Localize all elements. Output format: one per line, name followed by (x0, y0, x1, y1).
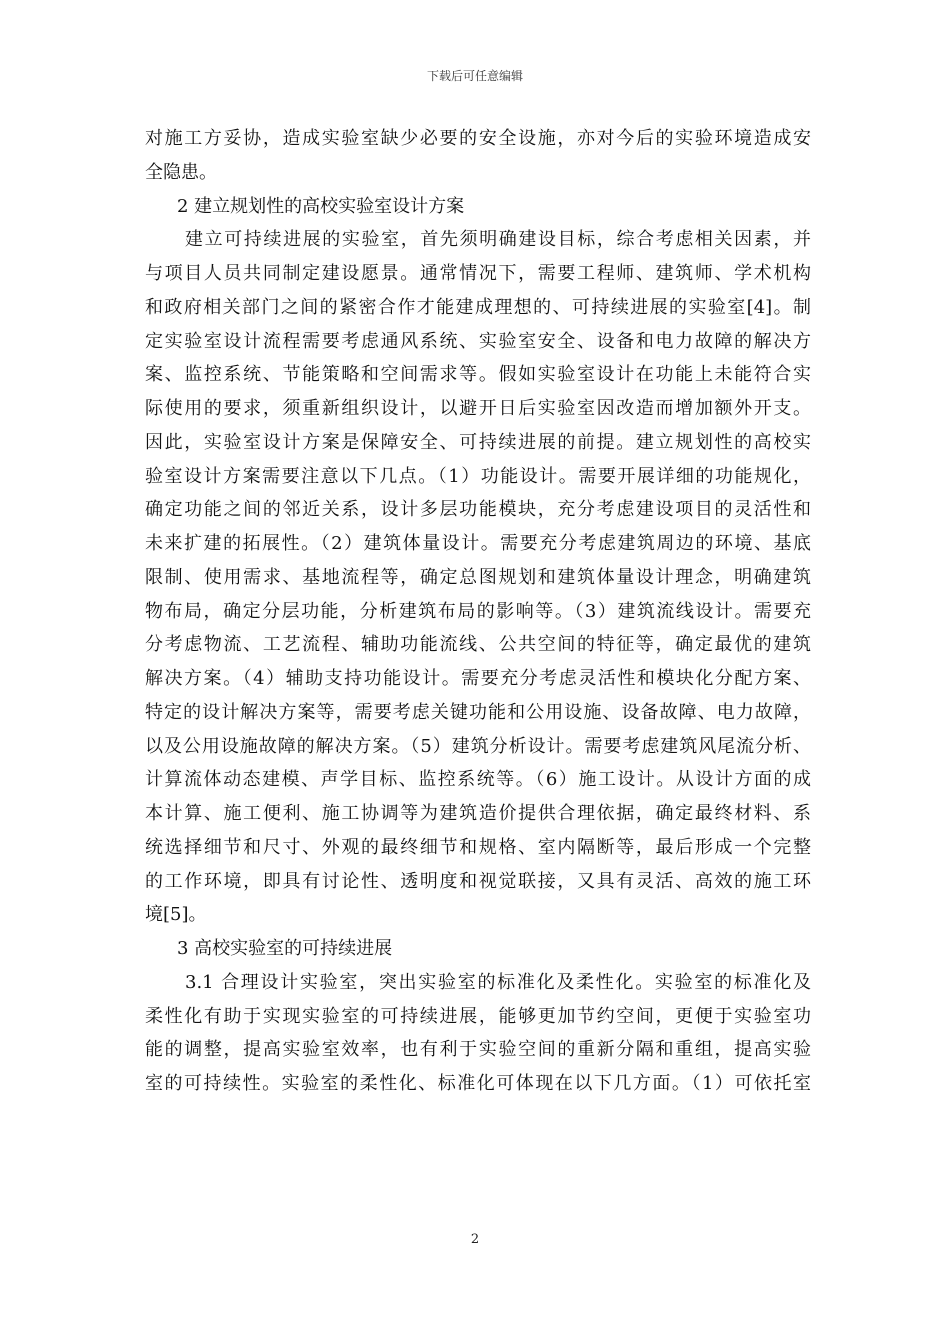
paragraph-line: 全隐患。 (145, 161, 217, 183)
paragraph-line: 未来扩建的拓展性。（2）建筑体量设计。需要充分考虑建筑周边的环境、基底 (145, 533, 811, 554)
paragraph-line: 统选择细节和尺寸、外观的最终细节和规格、室内隔断等，最后形成一个完整 (145, 836, 811, 858)
paragraph-line: 和政府相关部门之间的紧密合作才能建成理想的、可持续进展的实验室[4]。制 (145, 296, 811, 318)
paragraph-line: 分考虑物流、工艺流程、辅助功能流线、公共空间的特征等，确定最优的建筑 (145, 634, 811, 656)
paragraph-line: 际使用的要求，须重新组织设计，以避开日后实验室因改造而增加额外开支。 (145, 398, 811, 419)
paragraph-line: 物布局，确定分层功能，分析建筑布局的影响等。（3）建筑流线设计。需要充 (145, 600, 811, 622)
section-heading: 2 建立规划性的高校实验室设计方案 (177, 195, 465, 217)
paragraph-line: 定实验室设计流程需要考虑通风系统、实验室安全、设备和电力故障的解决方 (145, 330, 811, 352)
page-number: 2 (470, 1232, 480, 1247)
section-heading: 3 高校实验室的可持续进展 (177, 938, 393, 959)
paragraph-line: 解决方案。（4）辅助支持功能设计。需要充分考虑灵活性和模块化分配方案、 (145, 668, 811, 689)
paragraph-line: 计算流体动态建模、声学目标、监控系统等。（6）施工设计。从设计方面的成 (145, 769, 811, 791)
paragraph-line: 的工作环境，即具有讨论性、透明度和视觉联接，又具有灵活、高效的施工环 (145, 870, 811, 892)
paragraph-line: 室的可持续性。实验室的柔性化、标准化可体现在以下几方面。（1）可依托室 (145, 1073, 811, 1094)
paragraph-line: 与项目人员共同制定建设愿景。通常情况下，需要工程师、建筑师、学术机构 (145, 263, 811, 284)
paragraph-line: 建立可持续进展的实验室，首先须明确建设目标，综合考虑相关因素，并 (185, 229, 811, 251)
paragraph-line: 确定功能之间的邻近关系，设计多层功能模块，充分考虑建设项目的灵活性和 (145, 499, 811, 521)
paragraph-line: 能的调整，提高实验室效率，也有利于实验空间的重新分隔和重组，提高实验 (145, 1039, 811, 1061)
paragraph-line: 特定的设计解决方案等，需要考虑关键功能和公用设施、设备故障、电力故障， (145, 701, 811, 723)
paragraph-line: 限制、使用需求、基地流程等，确定总图规划和建筑体量设计理念，明确建筑 (145, 566, 811, 588)
paragraph-line: 境[5]。 (145, 904, 207, 926)
page-header: 下载后可任意编辑 (426, 69, 523, 83)
paragraph-line: 因此，实验室设计方案是保障安全、可持续进展的前提。建立规划性的高校实 (145, 431, 811, 453)
body-text (145, 122, 811, 1101)
paragraph-line: 本计算、施工便利、施工协调等为建筑造价提供合理依据，确定最终材料、系 (145, 803, 811, 824)
paragraph-line: 柔性化有助于实现实验室的可持续进展，能够更加节约空间，更便于实验室功 (145, 1005, 811, 1027)
paragraph-line: 验室设计方案需要注意以下几点。（1）功能设计。需要开展详细的功能规化， (145, 465, 811, 487)
paragraph-line: 以及公用设施故障的解决方案。（5）建筑分析设计。需要考虑建筑风尾流分析、 (145, 735, 811, 757)
paragraph-line: 案、监控系统、节能策略和空间需求等。假如实验室设计在功能上未能符合实 (145, 364, 811, 386)
paragraph-line: 对施工方妥协，造成实验室缺少必要的安全设施，亦对今后的实验环境造成安 (145, 128, 811, 149)
paragraph-line: 3.1 合理设计实验室，突出实验室的标准化及柔性化。实验室的标准化及 (185, 971, 811, 993)
